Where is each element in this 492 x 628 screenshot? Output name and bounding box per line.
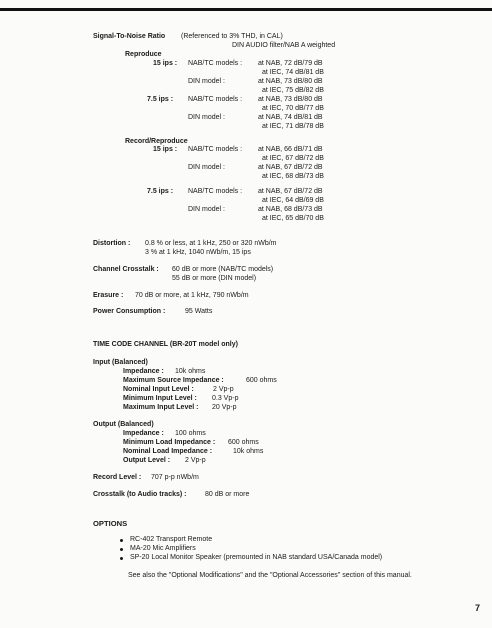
- output-row-key: Impedance :: [123, 430, 164, 437]
- rep-15-nab-v1: at NAB, 72 dB/79 dB: [258, 60, 323, 67]
- rec-75-speed: 7.5 ips :: [147, 188, 174, 195]
- rep-75-nab-label: NAB/TC models :: [188, 96, 243, 103]
- input-row-value: 10k ohms: [175, 368, 206, 375]
- input-row-key: Minimum Input Level :: [123, 395, 197, 402]
- top-rule: [0, 8, 492, 11]
- rec-75-nab-label: NAB/TC models :: [188, 188, 243, 195]
- rep-75-din-v2: at IEC, 71 dB/78 dB: [262, 123, 324, 130]
- input-row-value: 2 Vp-p: [213, 386, 234, 393]
- crosstalk-line2: 55 dB or more (DIN model): [172, 275, 257, 282]
- output-row-key: Nominal Load Impedance :: [123, 448, 213, 455]
- rec-15-din-label: DIN model :: [188, 164, 225, 171]
- output-row-value: 2 Vp-p: [185, 457, 206, 464]
- rep-75-nab-v2: at IEC, 70 dB/77 dB: [262, 105, 324, 112]
- record-level-value: 707 p-p nWb/m: [151, 474, 199, 481]
- rep-15-nab-label: NAB/TC models :: [188, 60, 243, 67]
- rep-15-din-v1: at NAB, 73 dB/80 dB: [258, 78, 323, 85]
- bullet-icon: [120, 539, 123, 542]
- erasure-label: Erasure :: [93, 292, 124, 299]
- rec-75-nab-v2: at IEC, 64 dB/69 dB: [262, 197, 324, 204]
- option-item: RC-402 Transport Remote: [130, 536, 213, 543]
- output-row-value: 600 ohms: [228, 439, 259, 446]
- rec-15-nab-v1: at NAB, 66 dB/71 dB: [258, 146, 323, 153]
- rec-75-din-v1: at NAB, 68 dB/73 dB: [258, 206, 323, 213]
- rep-15-nab-v2: at IEC, 74 dB/81 dB: [262, 69, 324, 76]
- rec-75-din-label: DIN model :: [188, 206, 225, 213]
- tc-crosstalk-label: Crosstalk (to Audio tracks) :: [93, 491, 187, 498]
- crosstalk-label: Channel Crosstalk :: [93, 266, 159, 273]
- snr-ref2: DIN AUDIO filter/NAB A weighted: [232, 42, 336, 49]
- snr-label: Signal-To-Noise Ratio: [93, 33, 166, 40]
- input-row-value: 0.3 Vp-p: [212, 395, 239, 402]
- timecode-heading: TIME CODE CHANNEL (BR-20T model only): [93, 341, 238, 348]
- output-row-key: Output Level :: [123, 457, 171, 464]
- rep-15-din-label: DIN model :: [188, 78, 225, 85]
- page-number: 7: [475, 603, 481, 613]
- rep-75-din-label: DIN model :: [188, 114, 225, 121]
- options-heading: OPTIONS: [93, 519, 128, 528]
- rep-15-din-v2: at IEC, 75 dB/82 dB: [262, 87, 324, 94]
- erasure-value: 70 dB or more, at 1 kHz, 790 nWb/m: [135, 292, 249, 299]
- rec-15-nab-v2: at IEC, 67 dB/72 dB: [262, 155, 324, 162]
- power-value: 95 Watts: [185, 308, 213, 315]
- rep-75-speed: 7.5 ips :: [147, 96, 174, 103]
- option-item: SP-20 Local Monitor Speaker (premounted in NAB standard USA/Canada model): [130, 554, 383, 561]
- bullet-icon: [120, 548, 123, 551]
- rec-15-din-v2: at IEC, 68 dB/73 dB: [262, 173, 324, 180]
- option-item: MA-20 Mic Amplifiers: [130, 545, 196, 552]
- input-row-key: Maximum Source Impedance :: [123, 377, 224, 384]
- output-row-key: Minimum Load Impedance :: [123, 439, 216, 446]
- record-label: Record/Reproduce: [125, 138, 188, 145]
- crosstalk-line1: 60 dB or more (NAB/TC models): [172, 266, 274, 273]
- rec-75-nab-v1: at NAB, 67 dB/72 dB: [258, 188, 323, 195]
- output-label: Output (Balanced): [93, 421, 154, 428]
- snr-ref1: (Referenced to 3% THD, in CAL): [181, 33, 283, 40]
- input-row-value: 600 ohms: [246, 377, 277, 384]
- tc-crosstalk-value: 80 dB or more: [205, 491, 250, 498]
- distortion-line1: 0.8 % or less, at 1 kHz, 250 or 320 nWb/m: [145, 240, 277, 247]
- input-row-key: Impedance :: [123, 368, 164, 375]
- rec-75-din-v2: at IEC, 65 dB/70 dB: [262, 215, 324, 222]
- power-label: Power Consumption :: [93, 308, 166, 315]
- reproduce-label: Reproduce: [125, 51, 162, 58]
- record-level-label: Record Level :: [93, 474, 142, 481]
- output-row-value: 100 ohms: [175, 430, 206, 437]
- input-row-key: Nominal Input Level :: [123, 386, 194, 393]
- input-row-key: Maximum Input Level :: [123, 404, 199, 411]
- input-label: Input (Balanced): [93, 359, 148, 366]
- output-row-value: 10k ohms: [233, 448, 264, 455]
- rec-15-speed: 15 ips :: [153, 146, 178, 153]
- distortion-label: Distortion :: [93, 240, 131, 247]
- rec-15-din-v1: at NAB, 67 dB/72 dB: [258, 164, 323, 171]
- rec-15-nab-label: NAB/TC models :: [188, 146, 243, 153]
- options-note: See also the "Optional Modifications" and the "Optional Accessories" section of this manual.: [128, 572, 412, 579]
- distortion-line2: 3 % at 1 kHz, 1040 nWb/m, 15 ips: [145, 249, 251, 256]
- rep-75-nab-v1: at NAB, 73 dB/80 dB: [258, 96, 323, 103]
- input-row-value: 20 Vp-p: [212, 404, 237, 411]
- bullet-icon: [120, 557, 123, 560]
- rep-75-din-v1: at NAB, 74 dB/81 dB: [258, 114, 323, 121]
- rep-15-speed: 15 ips :: [153, 60, 178, 67]
